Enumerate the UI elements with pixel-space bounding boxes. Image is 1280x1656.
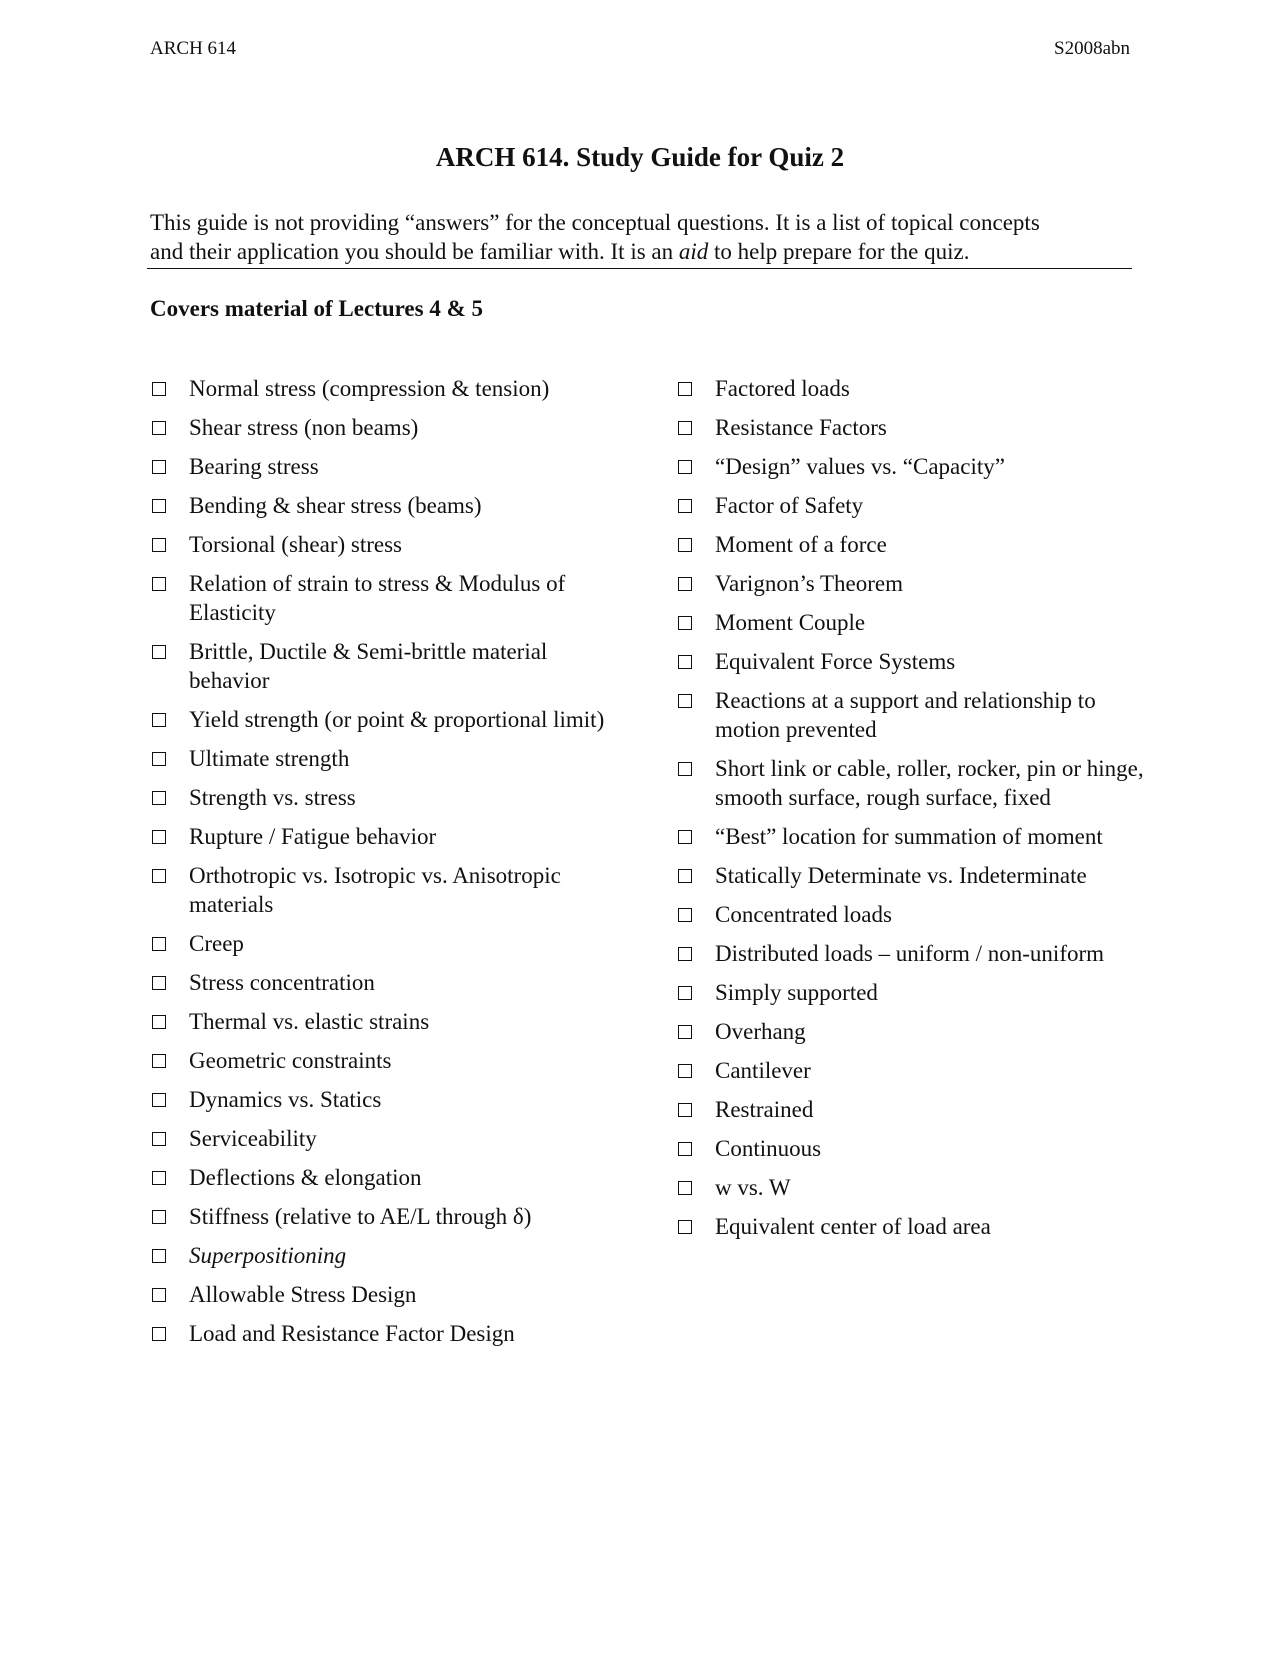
checkbox-icon[interactable] (152, 577, 166, 591)
checklist-item (678, 754, 1148, 812)
checkbox-icon[interactable] (678, 1181, 692, 1195)
checklist-item (152, 374, 622, 403)
intro-line-2-end: to help prepare for the quiz. (708, 239, 970, 264)
checklist-item-label: Concentrated loads (715, 902, 892, 927)
checklist-item-label: Distributed loads – uniform / non-uniform (715, 941, 1105, 966)
checklist-item-label: Stress concentration (189, 970, 375, 995)
checklist-item-label: Deflections & elongation (189, 1165, 422, 1190)
checkbox-icon[interactable] (152, 976, 166, 990)
checkbox-icon[interactable] (678, 577, 692, 591)
checkbox-icon[interactable] (152, 791, 166, 805)
intro-emphasis: aid (678, 239, 709, 264)
checkbox-icon[interactable] (152, 1093, 166, 1107)
checklist-item-label: Varignon’s Theorem (715, 571, 904, 596)
intro-line-1: This guide is not providing “answers” for the conceptual questions. It is a list of topical concepts (150, 210, 1040, 235)
checklist-item-label: Reactions at a support and relationship to motion prevented (715, 688, 1096, 742)
checkbox-icon[interactable] (678, 1064, 692, 1078)
checkbox-icon[interactable] (678, 986, 692, 1000)
checklist-item-label: Equivalent center of load area (715, 1214, 991, 1239)
checklist-item-label: Factor of Safety (715, 493, 864, 518)
checklist-item-label: Serviceability (189, 1126, 317, 1151)
checklist-item (152, 1319, 622, 1348)
checkbox-icon[interactable] (678, 382, 692, 396)
checkbox-icon[interactable] (678, 1142, 692, 1156)
checklist-item (678, 1173, 1148, 1202)
checklist-item-label: Strength vs. stress (189, 785, 356, 810)
checklist-item (152, 783, 622, 812)
header-course-code: ARCH 614 (150, 38, 237, 59)
checklist-item-label: Allowable Stress Design (189, 1282, 417, 1307)
checkbox-icon[interactable] (152, 645, 166, 659)
checkbox-icon[interactable] (152, 713, 166, 727)
checklist-item-label: Resistance Factors (715, 415, 887, 440)
checkbox-icon[interactable] (678, 762, 692, 776)
checkbox-icon[interactable] (152, 538, 166, 552)
checklist-item (678, 900, 1148, 929)
checklist-item (152, 861, 622, 919)
checklist-item (678, 608, 1148, 637)
checklist-item (152, 968, 622, 997)
checkbox-icon[interactable] (678, 460, 692, 474)
checklist-item (678, 647, 1148, 676)
intro-line-2 (150, 237, 1140, 266)
checklist-item (152, 1124, 622, 1153)
checklist-item-label: Bearing stress (189, 454, 319, 479)
checklist-item-label: Bending & shear stress (beams) (189, 493, 482, 518)
checkbox-icon[interactable] (678, 499, 692, 513)
checkbox-icon[interactable] (678, 830, 692, 844)
checklist-item-label: Rupture / Fatigue behavior (189, 824, 437, 849)
checklist-item-label: Moment of a force (715, 532, 887, 557)
checkbox-icon[interactable] (152, 937, 166, 951)
horizontal-rule (147, 268, 1132, 269)
checklist-item-label: Simply supported (715, 980, 878, 1005)
checklist-item (678, 452, 1148, 481)
intro-paragraph (150, 208, 1140, 266)
checkbox-icon[interactable] (678, 616, 692, 630)
checkbox-icon[interactable] (678, 1103, 692, 1117)
checklist-item-label: Restrained (715, 1097, 814, 1122)
checklist-item-label: “Best” location for summation of moment (715, 824, 1103, 849)
checklist-item-label: Load and Resistance Factor Design (189, 1321, 515, 1346)
checklist-item (678, 939, 1148, 968)
checklist-item (152, 1163, 622, 1192)
checklist-item (152, 1202, 622, 1231)
checklist-item-label: Factored loads (715, 376, 850, 401)
checklist-item (678, 1095, 1148, 1124)
checklist-item (152, 491, 622, 520)
checklist-item (678, 530, 1148, 559)
checklist-item (678, 1017, 1148, 1046)
checkbox-icon[interactable] (152, 499, 166, 513)
checkbox-icon[interactable] (152, 1327, 166, 1341)
checklist-item (152, 569, 622, 627)
checklist-item (152, 452, 622, 481)
checklist-item (678, 978, 1148, 1007)
checkbox-icon[interactable] (678, 1025, 692, 1039)
checkbox-icon[interactable] (152, 752, 166, 766)
checkbox-icon[interactable] (678, 694, 692, 708)
checklist-item-label: Dynamics vs. Statics (189, 1087, 382, 1112)
checklist-item-label: Moment Couple (715, 610, 866, 635)
checklist-item (678, 822, 1148, 851)
checklist-item-label: Stiffness (relative to AE/L through δ) (189, 1204, 532, 1229)
checkbox-icon[interactable] (152, 1132, 166, 1146)
checklist-item (152, 1280, 622, 1309)
checklist-item (152, 705, 622, 734)
checklist-item-label: Yield strength (or point & proportional limit) (189, 707, 605, 732)
checklist-item (678, 569, 1148, 598)
page-title: ARCH 614. Study Guide for Quiz 2 (435, 142, 845, 172)
checklist-item-label: Overhang (715, 1019, 806, 1044)
checklist-item-label: Torsional (shear) stress (189, 532, 402, 557)
header-term-code: S2008abn (1054, 38, 1130, 59)
checklist-item-label: Cantilever (715, 1058, 811, 1083)
checklist-item-label: w vs. W (715, 1175, 791, 1200)
checkbox-icon[interactable] (678, 1220, 692, 1234)
checkbox-icon[interactable] (152, 1288, 166, 1302)
checklist-item-label: Normal stress (compression & tension) (189, 376, 550, 401)
left-checklist (152, 374, 622, 1358)
checklist-item (152, 822, 622, 851)
covers-heading: Covers material of Lectures 4 & 5 (150, 296, 483, 321)
checkbox-icon[interactable] (678, 908, 692, 922)
checklist-item (152, 1085, 622, 1114)
checklist-item (678, 413, 1148, 442)
checklist-item (152, 744, 622, 773)
checklist-item (152, 1241, 622, 1270)
checklist-item (678, 861, 1148, 890)
checkbox-icon[interactable] (152, 382, 166, 396)
checklist-item (678, 686, 1148, 744)
checkbox-icon[interactable] (678, 421, 692, 435)
checkbox-icon[interactable] (152, 1249, 166, 1263)
checklist-item (678, 1056, 1148, 1085)
checkbox-icon[interactable] (678, 869, 692, 883)
checklist-item-label: Equivalent Force Systems (715, 649, 956, 674)
checklist-item (152, 1007, 622, 1036)
checklist-item (152, 1046, 622, 1075)
checkbox-icon[interactable] (152, 460, 166, 474)
checklist-item-label: Brittle, Ductile & Semi-brittle material behavior (189, 639, 548, 693)
checklist-item-label: Statically Determinate vs. Indeterminate (715, 863, 1087, 888)
checkbox-icon[interactable] (152, 869, 166, 883)
checklist-item (678, 491, 1148, 520)
checklist-item-label: Continuous (715, 1136, 822, 1161)
checklist-item-label: Superpositioning (189, 1243, 347, 1268)
checklist-item-label: Thermal vs. elastic strains (189, 1009, 430, 1034)
checklist-item (152, 929, 622, 958)
checklist-item-label: Orthotropic vs. Isotropic vs. Anisotropic materials (189, 863, 561, 917)
checklist-item-label: Shear stress (non beams) (189, 415, 419, 440)
checklist-item-label: Geometric constraints (189, 1048, 392, 1073)
checklist-item (678, 374, 1148, 403)
checkbox-icon[interactable] (152, 1054, 166, 1068)
checkbox-icon[interactable] (678, 538, 692, 552)
checkbox-icon[interactable] (152, 1015, 166, 1029)
checklist-item (152, 413, 622, 442)
checklist-item-label: Relation of strain to stress & Modulus of Elasticity (189, 571, 566, 625)
checklist-item-label: Creep (189, 931, 244, 956)
checkbox-icon[interactable] (152, 421, 166, 435)
checklist-item (678, 1134, 1148, 1163)
checkbox-icon[interactable] (678, 655, 692, 669)
checkbox-icon[interactable] (678, 947, 692, 961)
right-checklist (678, 374, 1148, 1251)
checkbox-icon[interactable] (152, 1210, 166, 1224)
checkbox-icon[interactable] (152, 830, 166, 844)
checklist-item-label: Ultimate strength (189, 746, 350, 771)
checklist-item (152, 530, 622, 559)
checklist-item-label: Short link or cable, roller, rocker, pin or hinge, smooth surface, rough surface, fixed (715, 756, 1144, 810)
checklist-item (152, 637, 622, 695)
checklist-item-label: “Design” values vs. “Capacity” (715, 454, 1005, 479)
checklist-item (678, 1212, 1148, 1241)
checkbox-icon[interactable] (152, 1171, 166, 1185)
intro-line-2-start: and their application you should be familiar with. It is an (150, 239, 679, 264)
